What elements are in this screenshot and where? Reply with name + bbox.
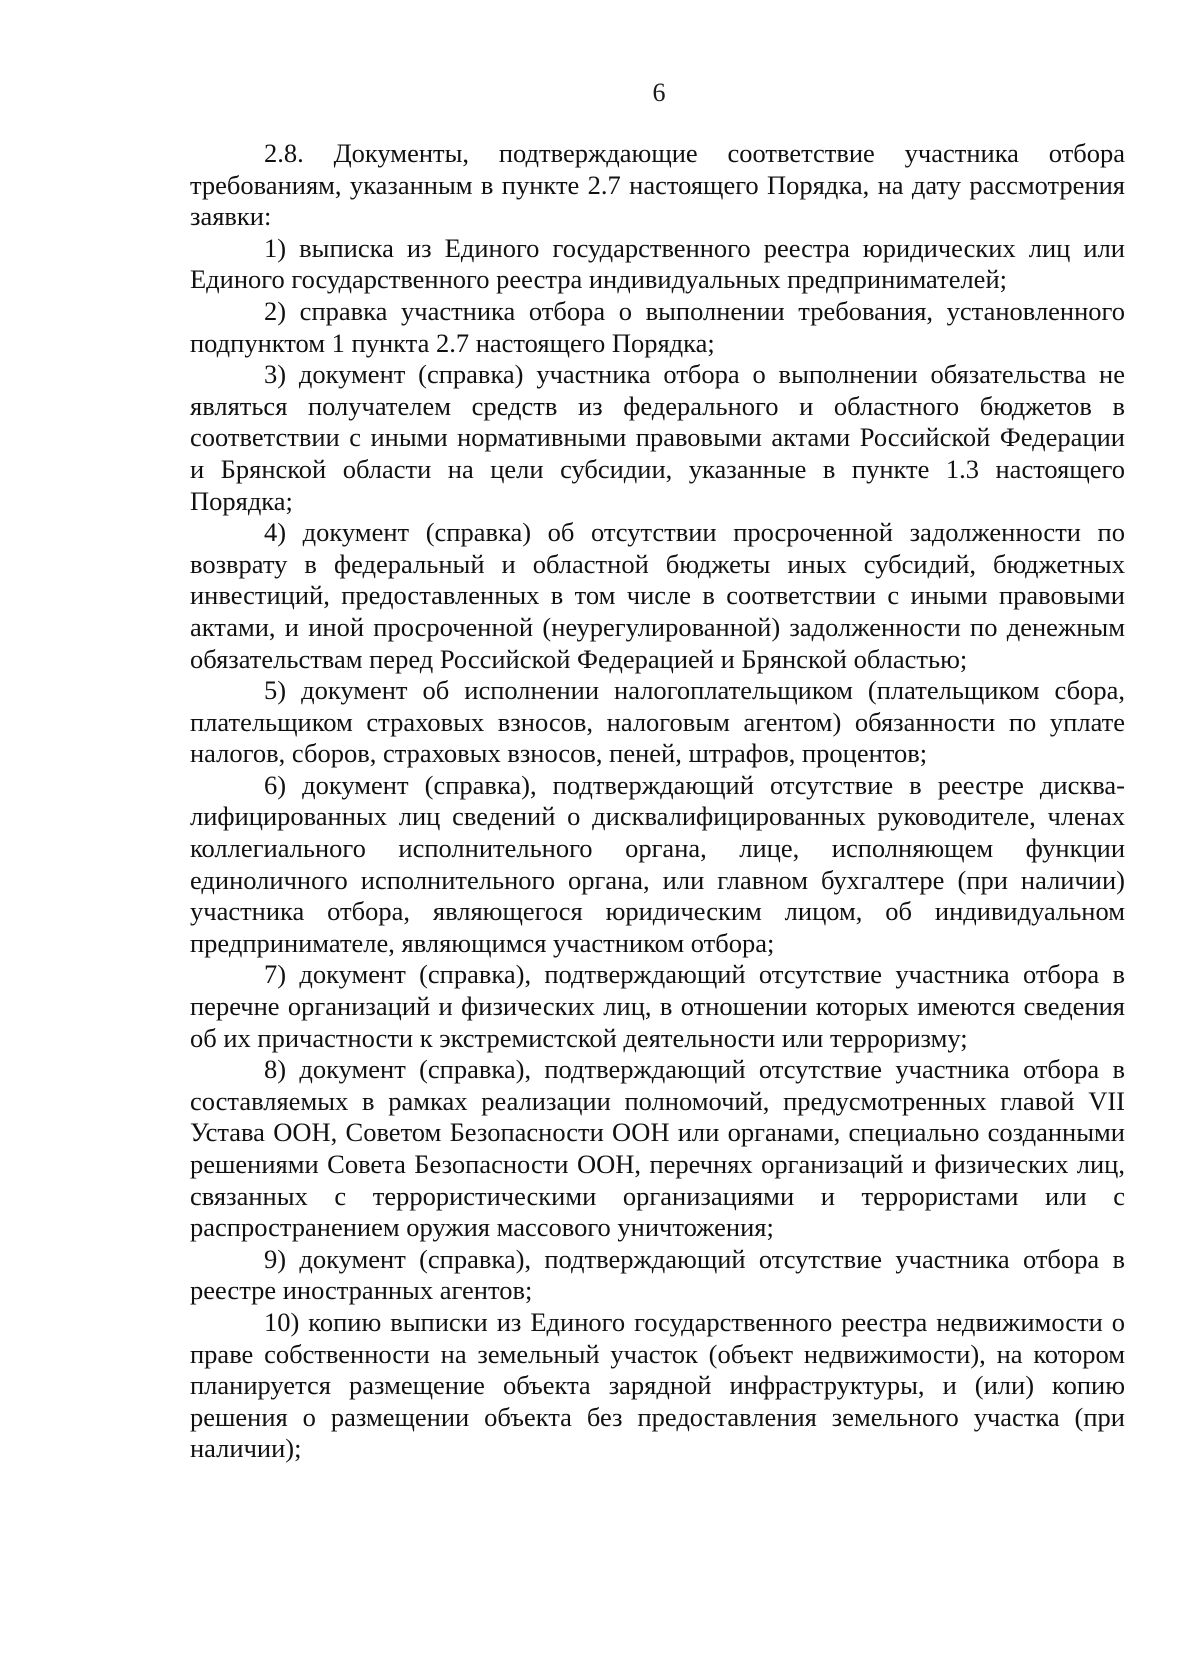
list-item-4: 4) документ (справка) об отсутствии просроченной задолженности по возврату в федеральный и областной бюджеты иных субсидий, бюджетных инвестиций, предоставленных в том числе в соответствии с иными правовыми актами, и иной просроченной (неурегулированной) задолженности по денежным обязательствам перед Российской Федерацией и Брянской областью;	[190, 517, 1125, 674]
list-item-5: 5) документ об исполнении налогоплательщиком (плательщиком сбора, плательщиком страховых взносов, налоговым агентом) обязанности по уплате налогов, сборов, страховых взносов, пеней, штрафов, процентов;	[190, 675, 1125, 769]
list-item-7: 7) документ (справка), подтверждающий отсутствие участника отбора в перечне организаций и физических лиц, в отношении которых имеются сведения об их причастности к экстремистской деятельности или терроризму;	[190, 959, 1125, 1053]
paragraph-2-8: 2.8. Документы, подтверждающие соответствие участника отбора требованиям, указанным в пункте 2.7 настоящего Порядка, на дату рассмотрения заявки:	[190, 138, 1125, 232]
list-item-6: 6) документ (справка), подтверждающий отсутствие в реестре дисквалифицированных лиц сведений о дисквалифицированных руководителе, членах коллегиального исполнительного органа, лице, исполняющем функции единоличного исполнительного органа, или главном бухгалтере (при наличии) участника отбора, являющегося юридическим лицом, об индивидуальном предпринимателе, являющимся участником отбора;	[190, 769, 1125, 958]
page-number: 6	[652, 78, 666, 107]
list-item-8: 8) документ (справка), подтверждающий отсутствие участника отбора в составляемых в рамках реализации полномочий, предусмотренных главой VII Устава ООН, Советом Безопасности ООН или органами, специально созданными решениями Совета Безопасности ООН, перечнях организаций и физических лиц, связанных с террористическими организациями и террористами или с распространением оружия массового уничтожения;	[190, 1054, 1125, 1243]
document-body	[190, 138, 1125, 1465]
list-item-1: 1) выписка из Единого государственного реестра юридических лиц или Единого государственного реестра индивидуальных предпринимателей;	[190, 232, 1125, 295]
list-item-2: 2) справка участника отбора о выполнении требования, установленного подпунктом 1 пункта 2.7 настоящего Порядка;	[190, 295, 1125, 358]
list-item-10: 10) копию выписки из Единого государственного реестра недвижимости о праве собственности на земельный участок (объект недвижимости), на котором планируется размещение объекта зарядной инфраструктуры, и (или) копию решения о размещении объекта без предоставления земельного участка (при наличии);	[190, 1306, 1125, 1464]
list-item-9: 9) документ (справка), подтверждающий отсутствие участника отбора в реестре иностранных агентов;	[190, 1243, 1125, 1306]
list-item-3: 3) документ (справка) участника отбора о выполнении обязательства не являться получателем средств из федерального и областного бюджетов в соответствии с иными нормативными правовыми актами Российской Федерации и Брянской области на цели субсидии, указанные в пункте 1.3 настоящего Порядка;	[190, 359, 1125, 516]
